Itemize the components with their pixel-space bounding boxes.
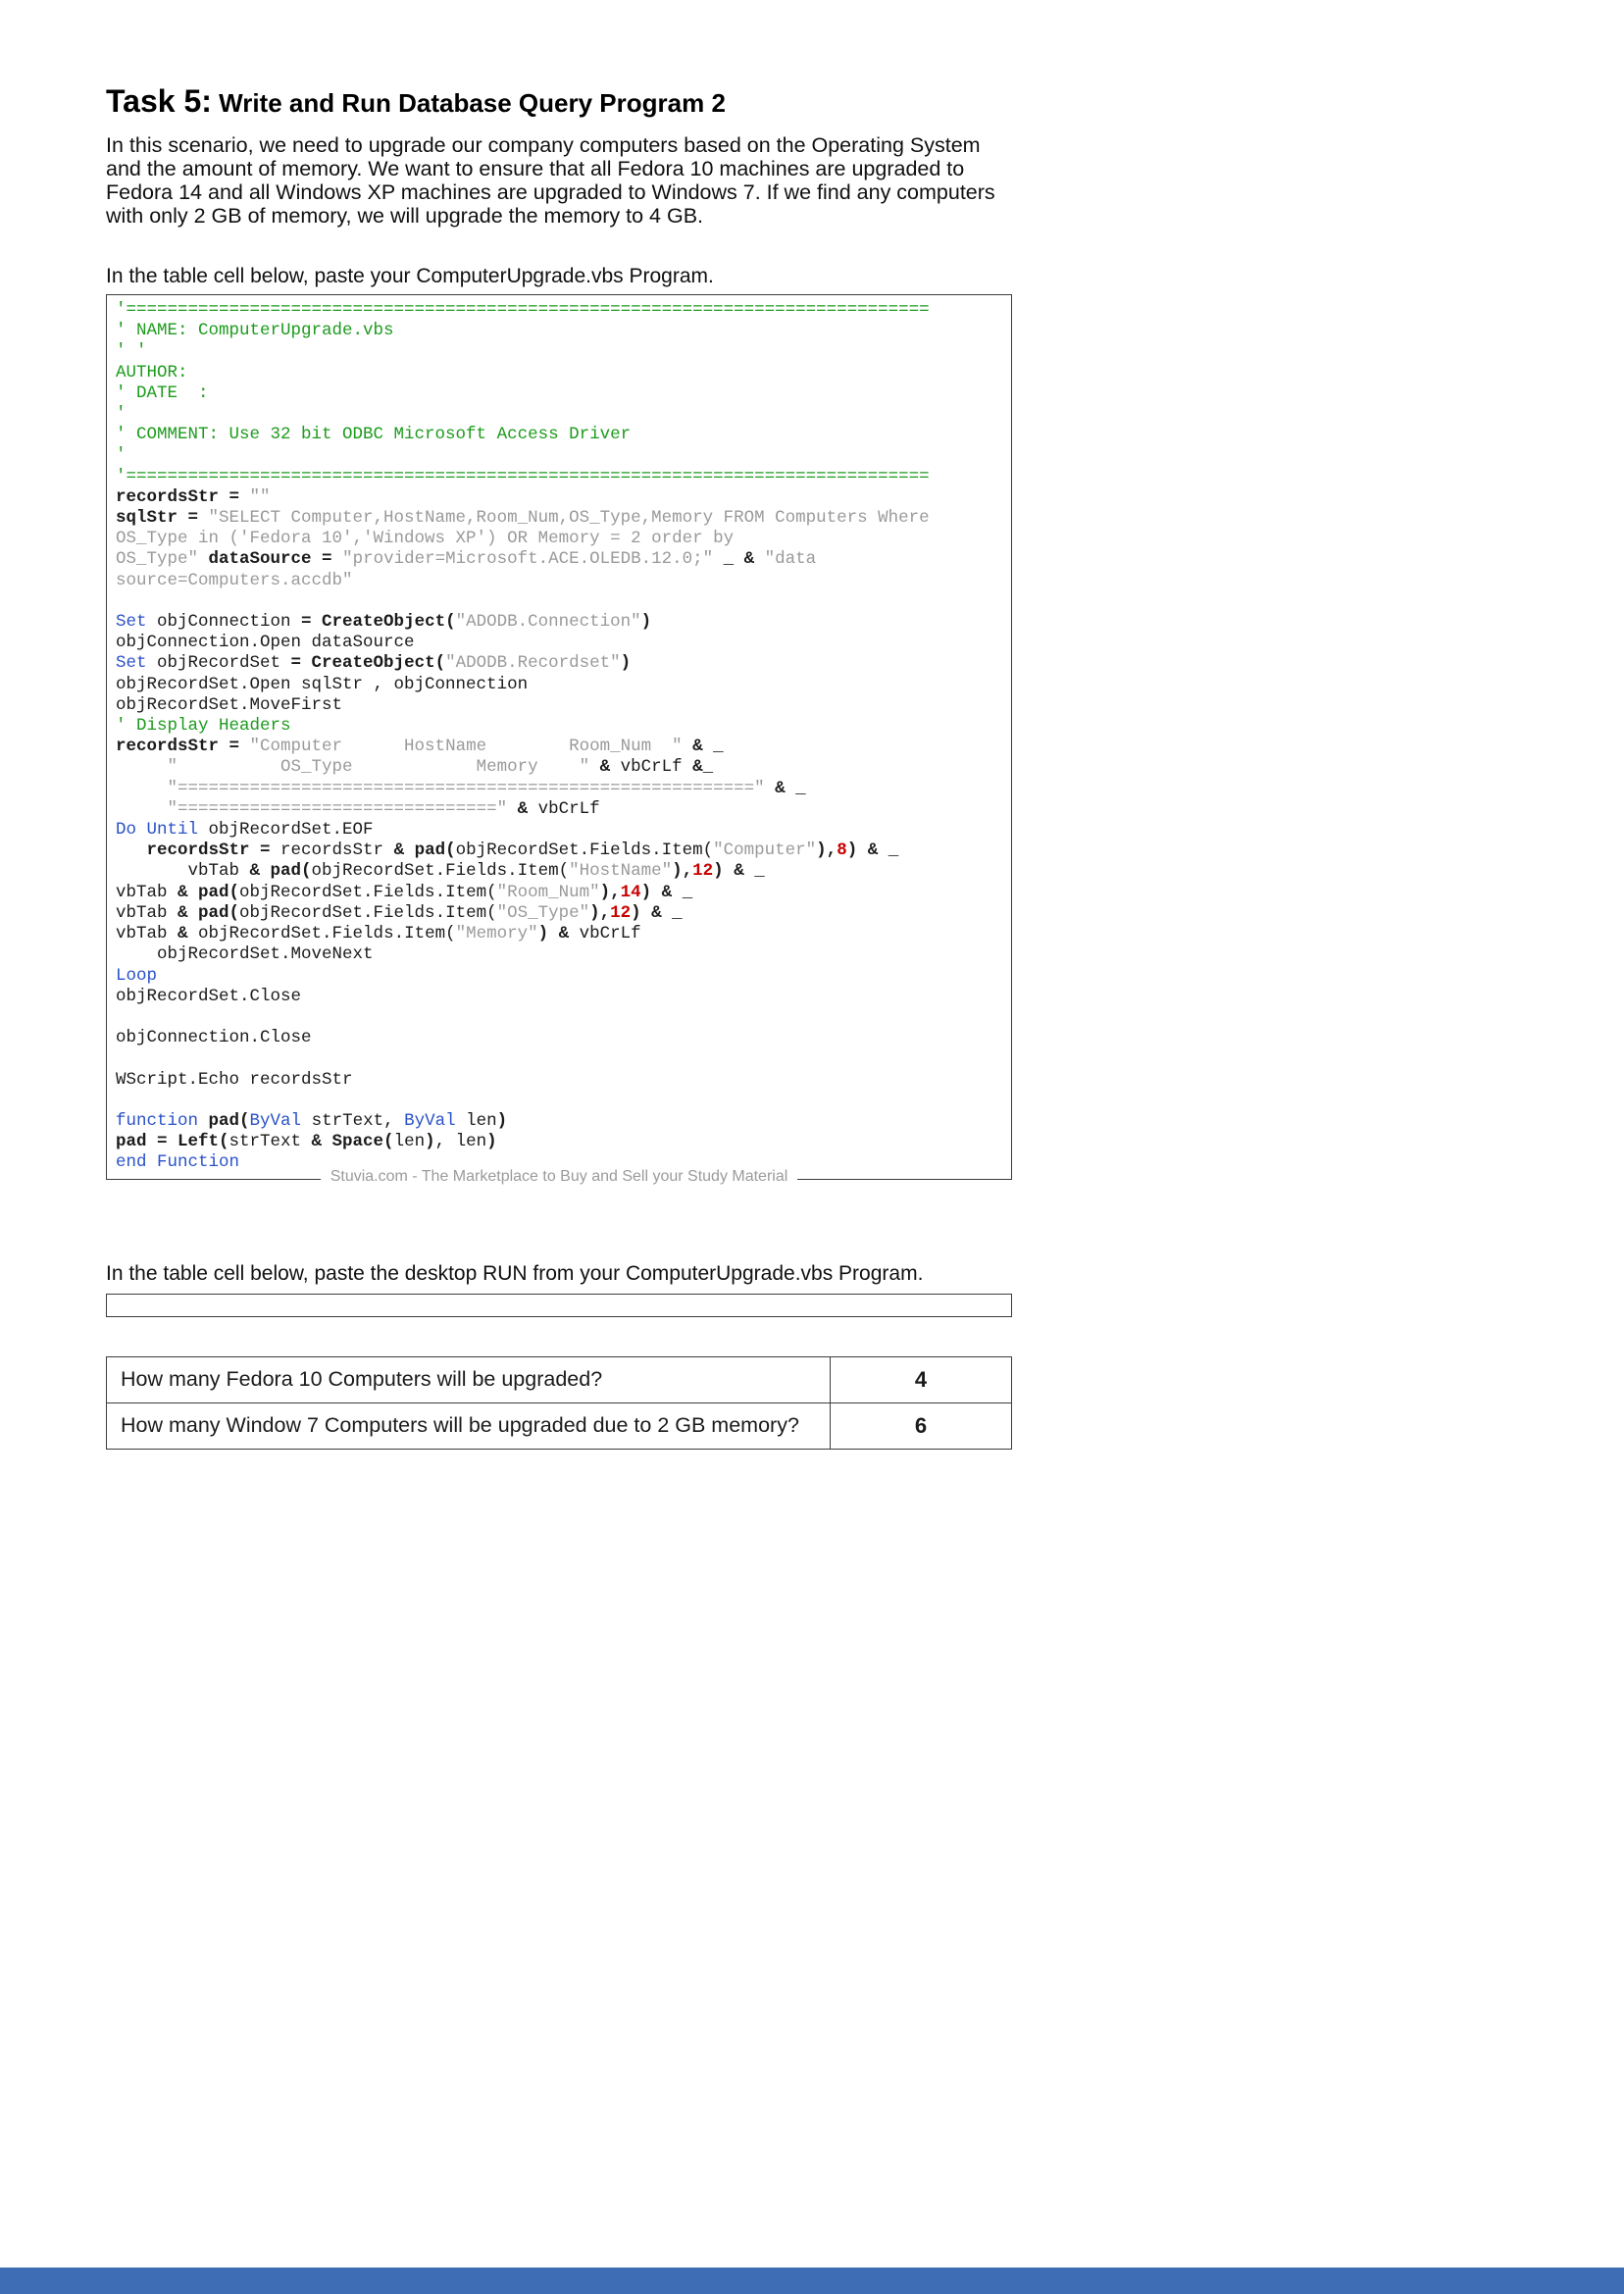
task-title-text: Write and Run Database Query Program 2	[211, 88, 726, 118]
code-line: objConnection.Close	[116, 1028, 312, 1048]
code-line: ' NAME: ComputerUpgrade.vbs	[116, 321, 394, 341]
code-line	[116, 1048, 1002, 1069]
code-line	[116, 1091, 1002, 1111]
task-number: Task 5:	[106, 83, 212, 119]
code-line: "===============================" & vbCrLf	[167, 798, 600, 819]
code-line: AUTHOR:	[116, 362, 188, 382]
code-line: ' COMMENT: Use 32 bit ODBC Microsoft Access Driver	[116, 425, 632, 445]
code-line: " OS_Type Memory " & vbCrLf &_	[167, 757, 714, 778]
code-line: recordsStr = ""	[116, 486, 271, 507]
intro-paragraph: In this scenario, we need to upgrade our company computers based on the Operating System and the amount of memory. We want to ensure that all Fedora 10 machines are upgraded to Fedora 14 and all Windows XP machines are upgraded to Windows 7. If we find any computers with only 2 GB of memory, we will upgrade the memory to 4 GB.	[106, 133, 995, 228]
code-line: Loop	[116, 965, 158, 986]
code-line: Set objRecordSet = CreateObject("ADODB.Recordset")	[116, 653, 632, 674]
code-line: vbTab & pad(objRecordSet.Fields.Item("OS_Type"),12) & _	[116, 902, 683, 923]
code-line: ' Display Headers	[116, 716, 291, 737]
table-row	[107, 1356, 1012, 1402]
code-line: vbTab & pad(objRecordSet.Fields.Item("Room_Num"),14) & _	[116, 882, 693, 902]
code-line: objRecordSet.Close	[116, 986, 302, 1006]
code-line: '==============================================================================	[116, 300, 930, 320]
code-line: '	[116, 445, 127, 466]
code-line	[116, 591, 1002, 612]
run-output-cell	[106, 1294, 1012, 1317]
answer-value: 4	[831, 1356, 1012, 1402]
page-footer-bar	[0, 2268, 1624, 2294]
code-line: objRecordSet.MoveNext	[116, 944, 374, 965]
code-line: pad = Left(strText & Space(len), len)	[116, 1132, 497, 1152]
code-line: end Function	[116, 1152, 240, 1173]
code-line: Set objConnection = CreateObject("ADODB.Connection")	[116, 612, 652, 633]
code-line	[116, 1007, 1002, 1028]
question-text: How many Window 7 Computers will be upgraded due to 2 GB memory?	[107, 1402, 831, 1449]
code-line: objRecordSet.Open sqlStr , objConnection	[116, 674, 529, 694]
paste-program-label: In the table cell below, paste your ComputerUpgrade.vbs Program.	[106, 265, 714, 287]
code-line: OS_Type in ('Fedora 10','Windows XP') OR Memory = 2 order by	[116, 529, 735, 549]
watermark-text: Stuvia.com - The Marketplace to Buy and Sell your Study Material	[321, 1168, 798, 1186]
answer-value: 6	[831, 1402, 1012, 1449]
code-line: recordsStr = "Computer HostName Room_Num " & _	[116, 737, 724, 757]
code-line: sqlStr = "SELECT Computer,HostName,Room_Num,OS_Type,Memory FROM Computers Where	[116, 508, 930, 529]
code-line: "========================================================" & _	[167, 778, 806, 798]
table-row	[107, 1402, 1012, 1449]
page-title	[106, 84, 1012, 120]
code-line: Do Until objRecordSet.EOF	[116, 820, 374, 841]
code-line: '==============================================================================	[116, 466, 930, 486]
code-line: '	[116, 404, 127, 425]
code-line: ' '	[116, 341, 147, 362]
code-line: function pad(ByVal strText, ByVal len)	[116, 1110, 508, 1131]
paste-run-label: In the table cell below, paste the desktop RUN from your ComputerUpgrade.vbs Program.	[106, 1261, 924, 1285]
code-cell	[106, 294, 1012, 1180]
code-line: OS_Type" dataSource = "provider=Microsoft.ACE.OLEDB.12.0;" _ & "data	[116, 549, 817, 570]
code-line: recordsStr = recordsStr & pad(objRecordSet.Fields.Item("Computer"),8) & _	[146, 841, 899, 861]
question-text: How many Fedora 10 Computers will be upgraded?	[107, 1356, 831, 1402]
questions-table	[106, 1356, 1012, 1450]
code-line: ' DATE :	[116, 382, 209, 403]
code-line: vbTab & pad(objRecordSet.Fields.Item("HostName"),12) & _	[116, 861, 765, 882]
code-line: WScript.Echo recordsStr	[116, 1069, 353, 1090]
code-line: vbTab & objRecordSet.Fields.Item("Memory") & vbCrLf	[116, 924, 641, 944]
code-line: objRecordSet.MoveFirst	[116, 694, 343, 715]
code-line: objConnection.Open dataSource	[116, 633, 415, 653]
code-line: source=Computers.accdb"	[116, 570, 353, 590]
